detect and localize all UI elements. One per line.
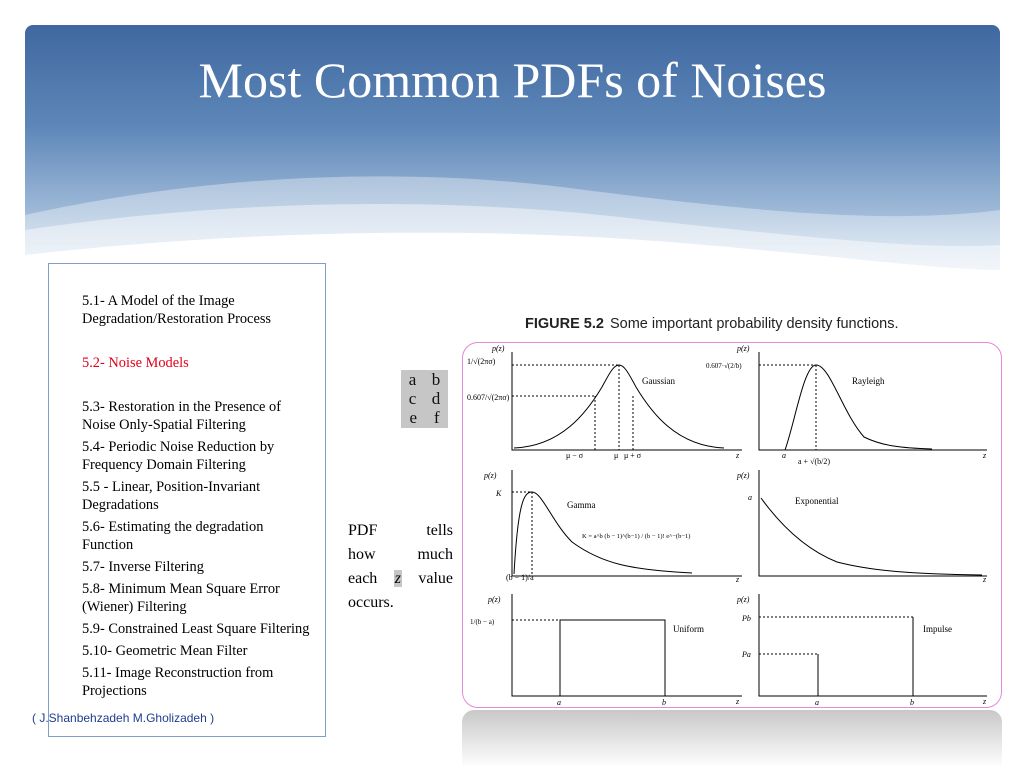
note-line: each z value (348, 570, 454, 587)
impulse-axes (759, 594, 987, 696)
gaussian-x3-label: μ + σ (624, 451, 642, 460)
gaussian-y2-label: 0.607/√(2πσ) (467, 393, 510, 402)
rayleigh-y1-label: 0.607·√(2/b) (706, 362, 742, 370)
rayleigh-ylabel: p(z) (737, 344, 750, 353)
exponential-ylabel: p(z) (737, 471, 750, 480)
rayleigh-xlabel: z (983, 451, 987, 460)
impulse-ylabel: p(z) (737, 595, 750, 604)
gaussian-y1-label: 1/√(2πσ) (467, 357, 496, 366)
panel-letter: f (433, 408, 440, 427)
toc-list (82, 292, 317, 704)
figure-caption-text: Some important probability density functions. (609, 316, 899, 332)
impulse-xlabel: z (983, 697, 987, 706)
panel-letter: c (408, 389, 417, 408)
gaussian-x1-label: μ − σ (566, 451, 584, 460)
toc-item[interactable]: 5.10- Geometric Mean Filter (82, 643, 248, 659)
impulse-name: Impulse (923, 624, 952, 634)
uniform-panel (512, 594, 742, 696)
impulse-y1-label: Pb (742, 614, 751, 623)
exponential-name: Exponential (795, 496, 839, 506)
gaussian-xlabel: z (736, 451, 740, 460)
exponential-xlabel: z (983, 575, 987, 584)
gamma-panel (512, 470, 742, 576)
uniform-xlabel: z (736, 697, 740, 706)
exponential-panel (759, 470, 987, 576)
toc-item[interactable]: 5.7- Inverse Filtering (82, 559, 204, 575)
rayleigh-x2-label: a + √(b/2) (798, 457, 831, 466)
note-line: PDF tells (348, 522, 453, 539)
impulse-y2-label: Pa (742, 650, 751, 659)
rayleigh-x1-label: a (782, 451, 786, 460)
note-line: occurs. (348, 594, 394, 611)
uniform-x1-label: a (557, 698, 561, 707)
note-line: how much (348, 546, 453, 563)
impulse-x2-label: b (910, 698, 914, 707)
toc-item[interactable]: 5.8- Minimum Mean Square Error (Wiener) Filtering (82, 581, 280, 615)
toc-item[interactable]: 5.11- Image Reconstruction from Projections (82, 665, 274, 699)
toc-item-active[interactable]: 5.2- Noise Models (82, 355, 189, 371)
z-variable: z (394, 570, 401, 587)
panel-letter: e (409, 408, 417, 427)
figure-reflection (462, 710, 1002, 768)
toc-item[interactable]: 5.3- Restoration in the Presence of Noise Only-Spatial Filtering (82, 399, 282, 433)
pdf-explanation (348, 519, 453, 615)
panel-letter: a (408, 370, 417, 389)
pdf-figure (462, 342, 1002, 708)
impulse-panel (759, 594, 987, 696)
exponential-axes (759, 470, 987, 576)
gaussian-ylabel: p(z) (492, 344, 505, 353)
exponential-curve (761, 498, 982, 575)
figure-caption (525, 316, 899, 332)
rayleigh-guide (759, 365, 816, 450)
uniform-axes (512, 594, 742, 696)
impulse-guide (759, 617, 913, 654)
rayleigh-name: Rayleigh (852, 376, 885, 386)
toc-item[interactable]: 5.4- Periodic Noise Reduction by Frequency Domain Filtering (82, 439, 275, 473)
uniform-box (560, 620, 665, 696)
gaussian-guide (512, 365, 633, 450)
slide-title: Most Common PDFs of Noises (198, 52, 827, 108)
panel-letter: d (431, 389, 441, 408)
gamma-name: Gamma (567, 500, 596, 510)
gamma-axes (512, 470, 742, 576)
gamma-formula: K = a^b (b − 1)^(b−1) / (b − 1)! e^−(b−1) (582, 533, 691, 540)
uniform-name: Uniform (673, 624, 704, 634)
uniform-y1-label: 1/(b − a) (470, 618, 495, 626)
gamma-x1-label: (b − 1)/a (506, 573, 534, 582)
gamma-ylabel: p(z) (484, 471, 497, 480)
author-footer: ( J.Shanbehzadeh M.Gholizadeh ) (32, 711, 215, 725)
toc-item[interactable]: 5.5 - Linear, Position-Invariant Degradations (82, 479, 261, 513)
impulse-x1-label: a (815, 698, 819, 707)
figure-number: FIGURE 5.2 (525, 316, 604, 332)
gamma-xlabel: z (736, 575, 740, 584)
uniform-x2-label: b (662, 698, 666, 707)
uniform-ylabel: p(z) (488, 595, 501, 604)
gaussian-name: Gaussian (642, 376, 675, 386)
toc-item[interactable]: 5.6- Estimating the degradation Function (82, 519, 264, 553)
panel-letter-grid (401, 370, 448, 428)
exponential-y1-label: a (748, 493, 752, 502)
rayleigh-panel (759, 352, 987, 450)
panel-letter: b (431, 370, 441, 389)
gaussian-x2-label: μ (614, 451, 619, 460)
gamma-y1-label: K (496, 489, 502, 498)
toc-item[interactable]: 5.1- A Model of the Image Degradation/Restoration Process (82, 293, 272, 327)
toc-item[interactable]: 5.9- Constrained Least Square Filtering (82, 621, 310, 637)
rayleigh-axes (759, 352, 987, 450)
